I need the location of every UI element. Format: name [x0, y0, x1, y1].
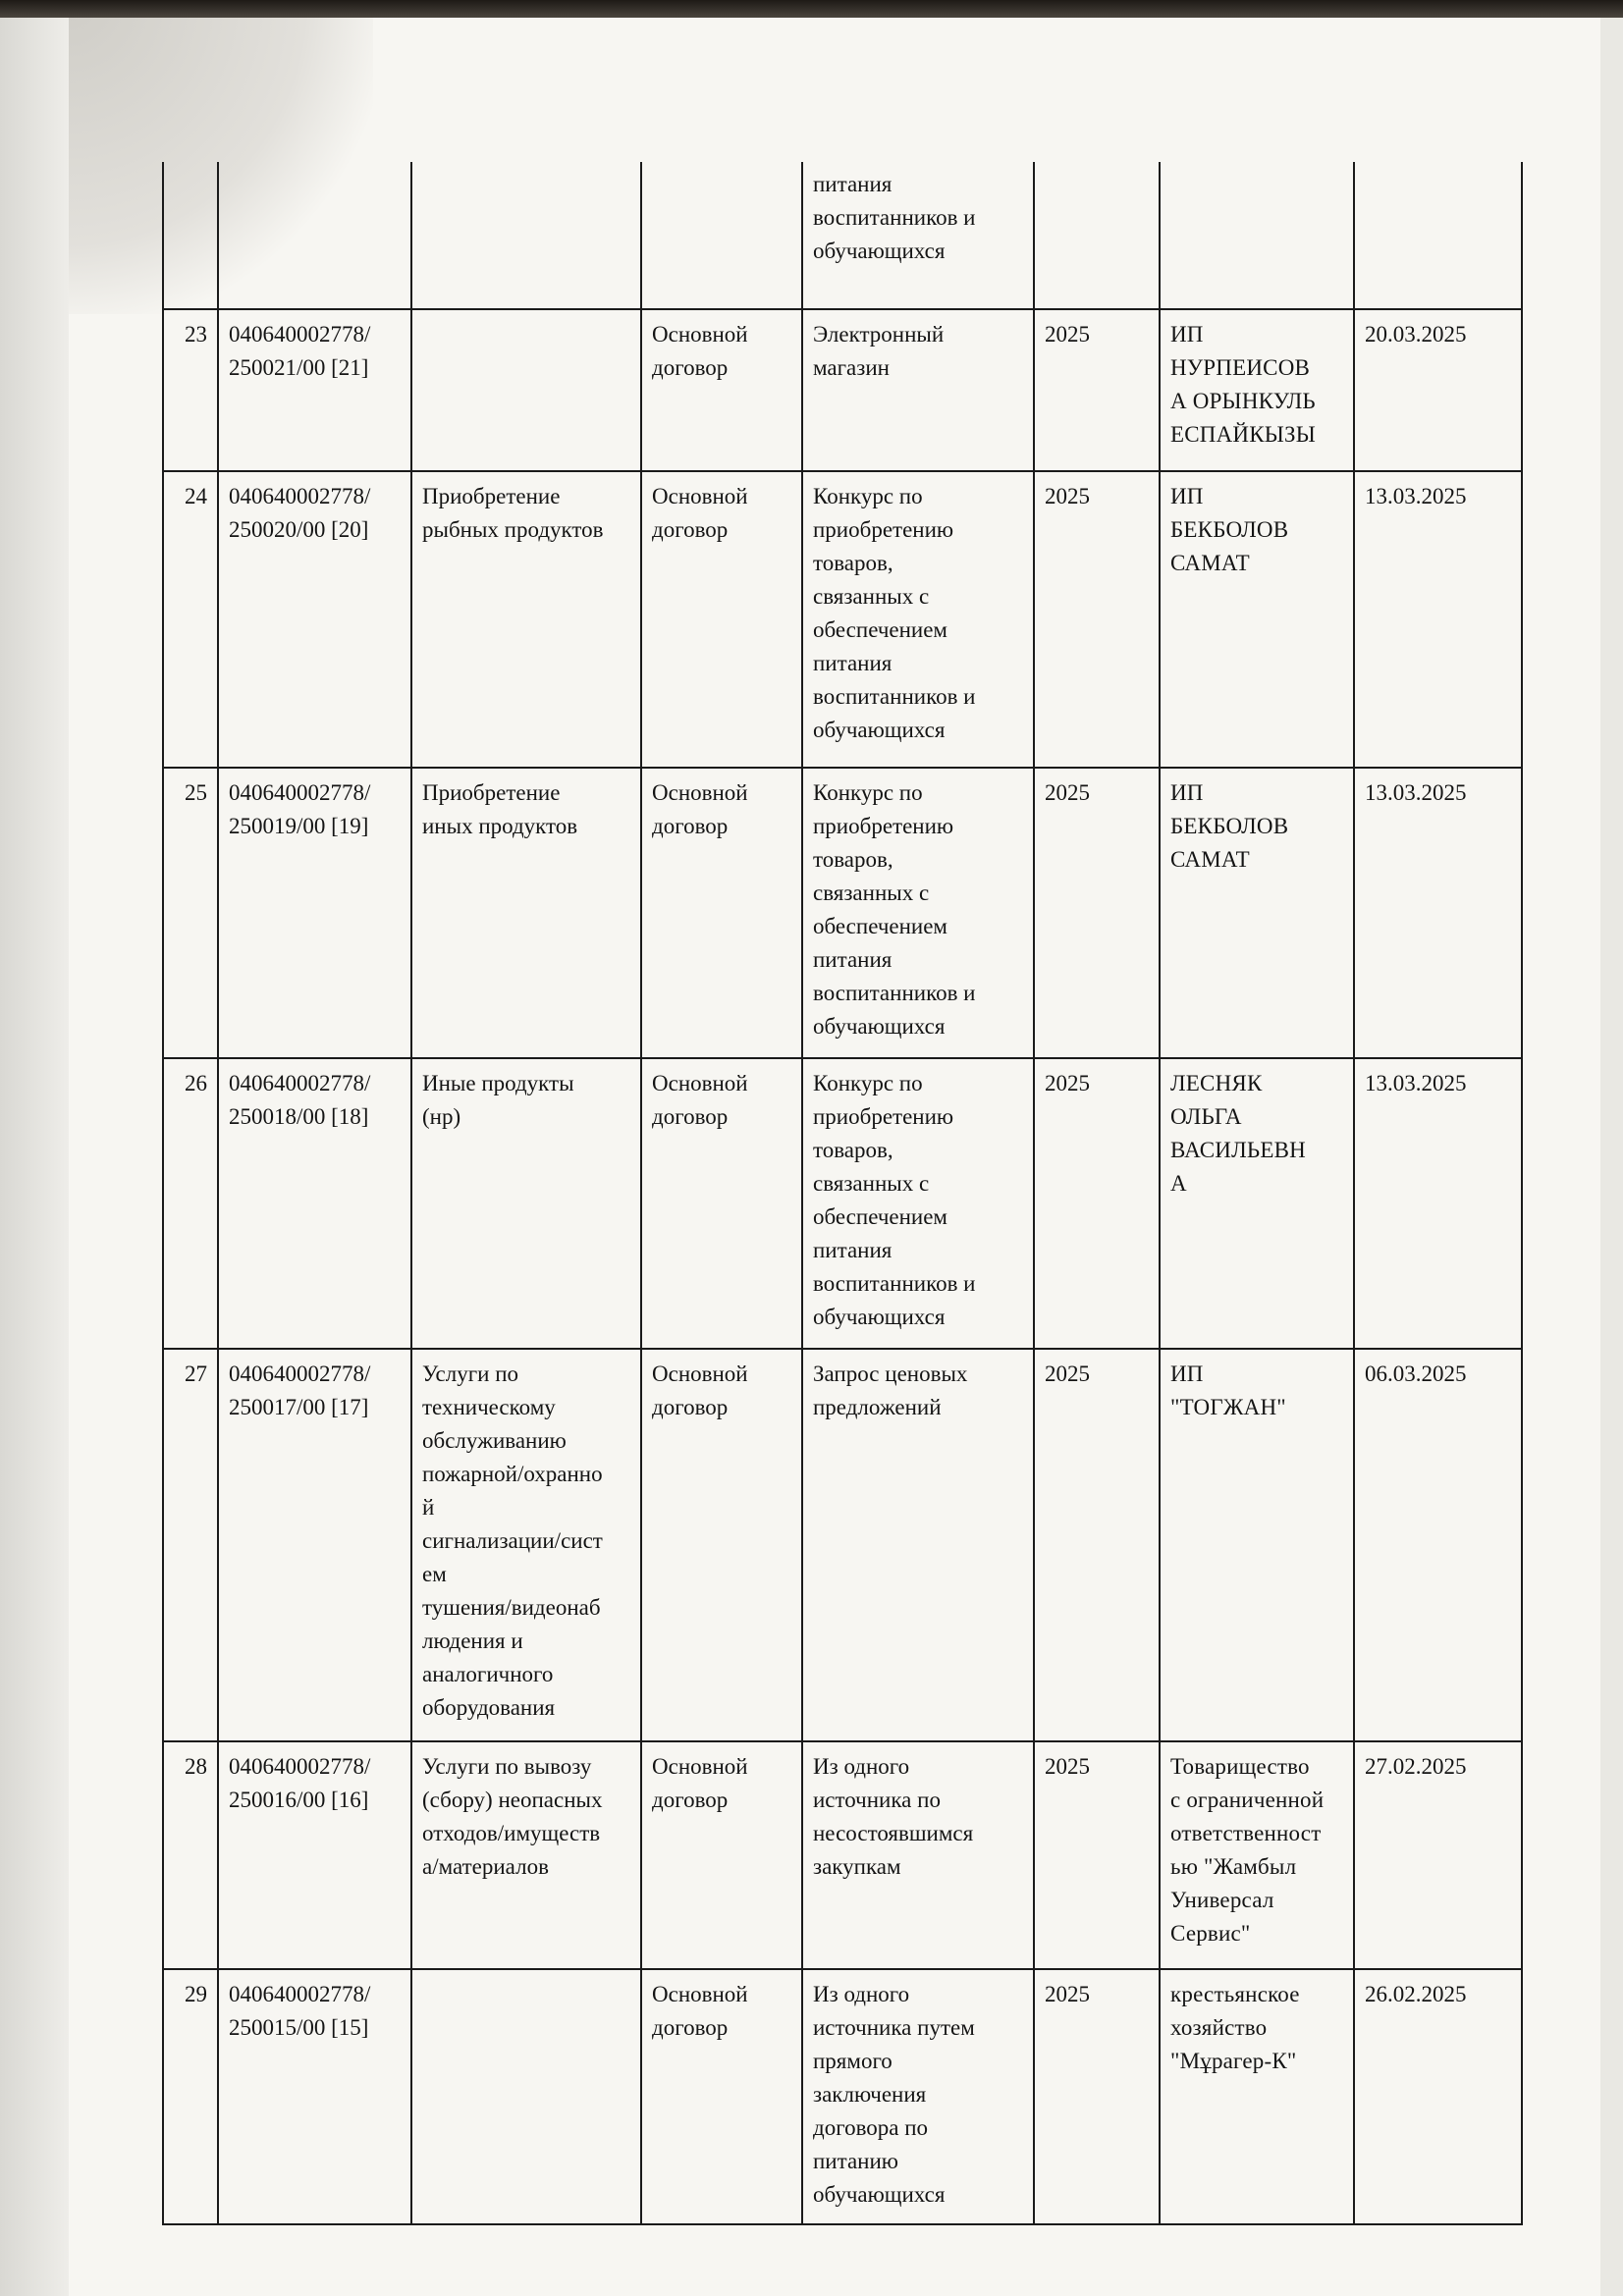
- contract-id: 040640002778/ 250015/00 [15]: [218, 1969, 411, 2224]
- contract-id: 040640002778/ 250018/00 [18]: [218, 1058, 411, 1349]
- table-row: [163, 471, 1522, 768]
- procurement-method: Конкурс по приобретению товаров, связанных с обеспечением питания воспитанников и обучающихся: [802, 768, 1034, 1058]
- purchase-subject: Приобретение иных продуктов: [411, 768, 641, 1058]
- contract-type: Основной договор: [641, 1741, 802, 1969]
- contract-id: 040640002778/ 250019/00 [19]: [218, 768, 411, 1058]
- row-number: 27: [163, 1349, 218, 1741]
- table-row: [163, 1741, 1522, 1969]
- contract-year: 2025: [1034, 1969, 1160, 2224]
- table-row: [163, 1969, 1522, 2224]
- contract-year: 2025: [1034, 309, 1160, 471]
- contract-type: Основной договор: [641, 768, 802, 1058]
- supplier-name: ЛЕСНЯК ОЛЬГА ВАСИЛЬЕВН А: [1160, 1058, 1354, 1349]
- supplier-name: ИП "ТОГЖАН": [1160, 1349, 1354, 1741]
- contract-id: 040640002778/ 250017/00 [17]: [218, 1349, 411, 1741]
- purchase-subject: Приобретение рыбных продуктов: [411, 471, 641, 768]
- contract-type: Основной договор: [641, 309, 802, 471]
- purchase-subject: [411, 162, 641, 309]
- purchase-subject: Иные продукты (нр): [411, 1058, 641, 1349]
- contract-id: 040640002778/ 250016/00 [16]: [218, 1741, 411, 1969]
- contract-id: [218, 162, 411, 309]
- procurement-method: Из одного источника путем прямого заключения договора по питанию обучающихся: [802, 1969, 1034, 2224]
- row-number: 28: [163, 1741, 218, 1969]
- contract-date: 20.03.2025: [1354, 309, 1522, 471]
- supplier-name: ИП БЕКБОЛОВ САМАТ: [1160, 768, 1354, 1058]
- contract-type: Основной договор: [641, 471, 802, 768]
- procurement-table: [162, 162, 1523, 2225]
- row-number: 25: [163, 768, 218, 1058]
- procurement-method: Электронный магазин: [802, 309, 1034, 471]
- contract-type: Основной договор: [641, 1349, 802, 1741]
- table-row: [163, 162, 1522, 309]
- contract-type: Основной договор: [641, 1058, 802, 1349]
- contract-date: 13.03.2025: [1354, 768, 1522, 1058]
- photo-left-edge: [0, 0, 69, 2296]
- procurement-method: Конкурс по приобретению товаров, связанных с обеспечением питания воспитанников и обучающихся: [802, 1058, 1034, 1349]
- contract-year: 2025: [1034, 768, 1160, 1058]
- table-row: [163, 309, 1522, 471]
- contract-date: 13.03.2025: [1354, 1058, 1522, 1349]
- purchase-subject: Услуги по вывозу (сбору) неопасных отходов/имуществ а/материалов: [411, 1741, 641, 1969]
- row-number: 29: [163, 1969, 218, 2224]
- supplier-name: ИП НУРПЕИСОВ А ОРЫНКУЛЬ ЕСПАЙКЫЗЫ: [1160, 309, 1354, 471]
- supplier-name: крестьянское хозяйство "Мұрагер-К": [1160, 1969, 1354, 2224]
- procurement-method: Из одного источника по несостоявшимся закупкам: [802, 1741, 1034, 1969]
- procurement-method: питания воспитанников и обучающихся: [802, 162, 1034, 309]
- table-row: [163, 1058, 1522, 1349]
- contract-year: 2025: [1034, 471, 1160, 768]
- contract-date: [1354, 162, 1522, 309]
- table-row: [163, 1349, 1522, 1741]
- contract-year: 2025: [1034, 1349, 1160, 1741]
- contract-date: 27.02.2025: [1354, 1741, 1522, 1969]
- contract-type: Основной договор: [641, 1969, 802, 2224]
- contract-year: 2025: [1034, 1058, 1160, 1349]
- table-row: [163, 768, 1522, 1058]
- supplier-name: [1160, 162, 1354, 309]
- row-number: 23: [163, 309, 218, 471]
- row-number: [163, 162, 218, 309]
- contract-type: [641, 162, 802, 309]
- purchase-subject: Услуги по техническому обслуживанию пожарной/охранно й сигнализации/сист ем тушения/видеонаб людения и аналогичного оборудования: [411, 1349, 641, 1741]
- row-number: 24: [163, 471, 218, 768]
- supplier-name: ИП БЕКБОЛОВ САМАТ: [1160, 471, 1354, 768]
- contract-date: 13.03.2025: [1354, 471, 1522, 768]
- procurement-method: Запрос ценовых предложений: [802, 1349, 1034, 1741]
- contract-id: 040640002778/ 250021/00 [21]: [218, 309, 411, 471]
- supplier-name: Товарищество с ограниченной ответственност ью "Жамбыл Универсал Сервис": [1160, 1741, 1354, 1969]
- purchase-subject: [411, 1969, 641, 2224]
- contract-year: 2025: [1034, 1741, 1160, 1969]
- contract-date: 06.03.2025: [1354, 1349, 1522, 1741]
- photo-top-edge: [0, 0, 1623, 18]
- procurement-table-body: [163, 162, 1522, 2224]
- contract-date: 26.02.2025: [1354, 1969, 1522, 2224]
- contract-year: [1034, 162, 1160, 309]
- procurement-method: Конкурс по приобретению товаров, связанных с обеспечением питания воспитанников и обучающихся: [802, 471, 1034, 768]
- purchase-subject: [411, 309, 641, 471]
- contract-id: 040640002778/ 250020/00 [20]: [218, 471, 411, 768]
- row-number: 26: [163, 1058, 218, 1349]
